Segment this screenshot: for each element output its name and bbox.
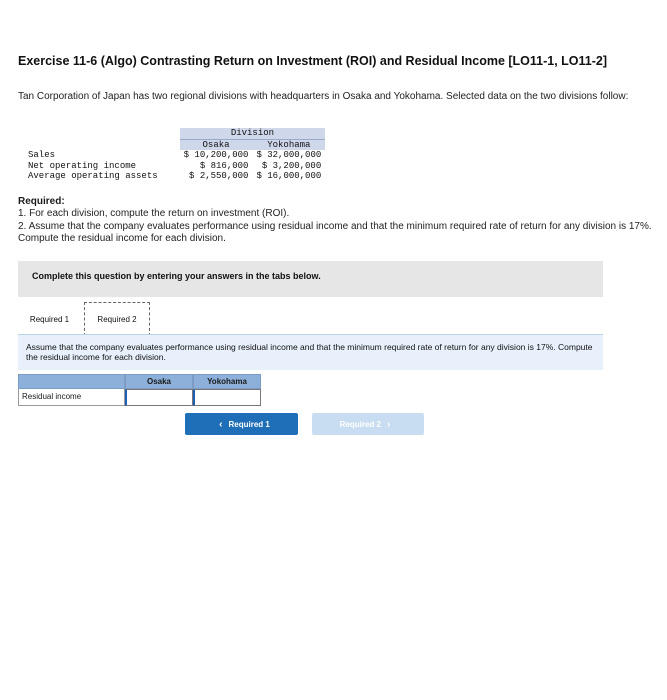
- division-header: Division: [180, 128, 326, 139]
- prev-required-1-button[interactable]: [185, 413, 298, 435]
- next-button-label: Required 2: [339, 419, 381, 429]
- chevron-right-icon: ›: [387, 418, 391, 430]
- osaka-value: $ 2,550,000: [189, 171, 249, 181]
- table-row: [24, 171, 325, 182]
- col-yokohama: Yokohama: [252, 139, 325, 150]
- yokohama-residual-income-input[interactable]: [193, 389, 261, 406]
- complete-question-banner: [18, 261, 603, 297]
- yokohama-value: $ 3,200,000: [261, 160, 322, 171]
- row-label: Average operating assets: [28, 171, 158, 181]
- osaka-value: $ 10,200,000: [183, 150, 249, 160]
- row-label: Net operating income: [28, 160, 137, 171]
- col-osaka: Osaka: [180, 139, 253, 150]
- required-item-2: 2. Assume that the company evaluates performance using residual income and that the minimum required rate of return for any division is 17%. Compute the residual income for each division.: [18, 220, 652, 244]
- table-row: [24, 150, 325, 161]
- residual-income-label: Residual income: [18, 389, 125, 406]
- col-yokohama-header: Yokohama: [193, 374, 261, 389]
- yokohama-value: $ 16,000,000: [256, 171, 322, 181]
- chevron-left-icon: ‹: [219, 418, 223, 430]
- required-list: [18, 208, 658, 246]
- tab-required-2[interactable]: Required 2: [84, 302, 150, 336]
- division-data-table: [24, 128, 325, 182]
- prev-button-label: Required 1: [228, 419, 270, 429]
- instruction-panel: Assume that the company evaluates performance using residual income and that the minimum required rate of return for any division is 17%. Compute the residual income for each division.: [18, 335, 603, 370]
- page-title: Exercise 11-6 (Algo) Contrasting Return on Investment (ROI) and Residual Income [LO11-1, LO11-2]: [18, 54, 608, 68]
- tab-required-1[interactable]: Required 1: [29, 314, 70, 324]
- table-row: [24, 161, 325, 172]
- complete-question-text: Complete this question by entering your answers in the tabs below.: [32, 271, 321, 281]
- osaka-value: $ 816,000: [199, 160, 249, 171]
- intro-text: Tan Corporation of Japan has two regional divisions with headquarters in Osaka and Yokohama. Selected data on the two divisions follow:: [18, 91, 629, 102]
- osaka-residual-income-input[interactable]: [125, 389, 193, 406]
- col-osaka-header: Osaka: [125, 374, 193, 389]
- required-item-1: 1. For each division, compute the return on investment (ROI).: [18, 208, 290, 219]
- row-label: Sales: [28, 150, 56, 160]
- required-heading: Required:: [18, 196, 65, 207]
- next-required-2-button: [312, 413, 424, 435]
- yokohama-value: $ 32,000,000: [256, 150, 322, 160]
- blank-header: [18, 374, 125, 389]
